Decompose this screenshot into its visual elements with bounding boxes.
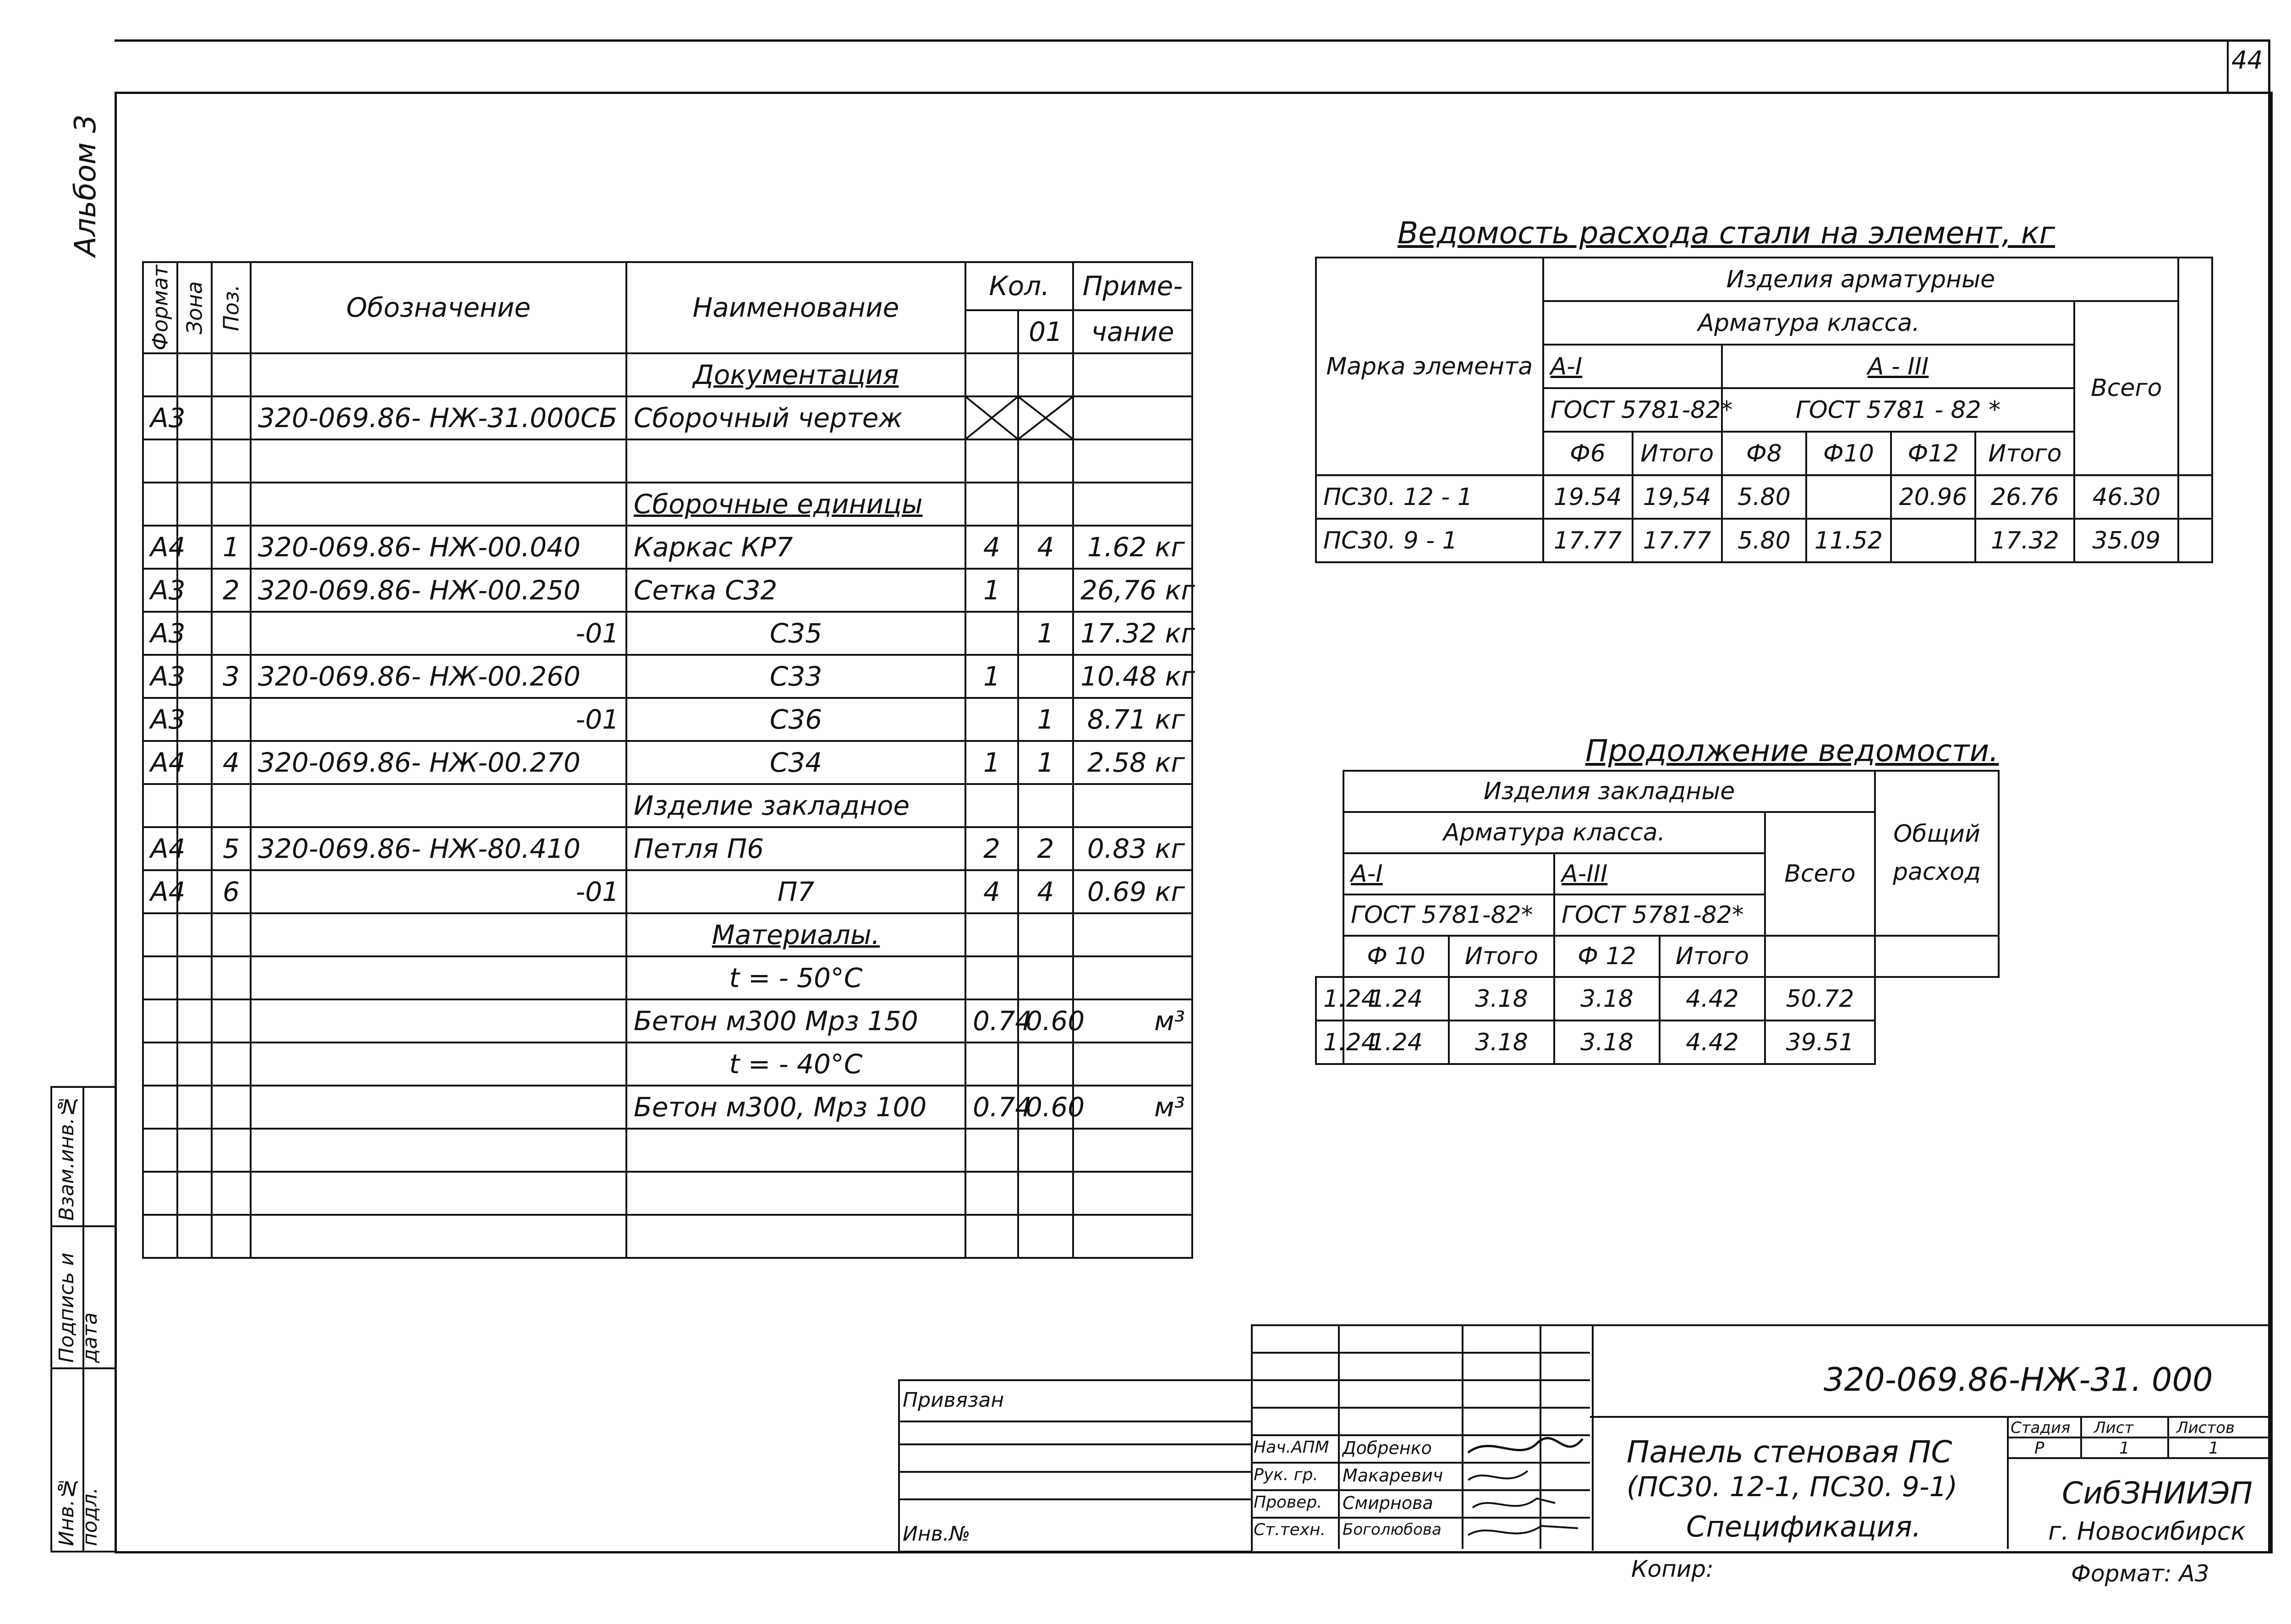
cell-qty	[1018, 439, 1073, 483]
name-2: Макаревич	[1343, 1465, 1443, 1486]
name-3: Смирнова	[1343, 1493, 1433, 1513]
cell-designation	[251, 353, 626, 396]
cell-zone	[177, 439, 212, 483]
steel-cell: 17.32	[1975, 519, 2074, 562]
steel-statement-table	[1315, 257, 2213, 563]
steel-cell: 17.77	[1633, 519, 1722, 562]
cont-col-d10: Ф 10	[1343, 936, 1449, 977]
cell-zone	[177, 1215, 212, 1258]
desc-line3: Спецификация.	[1686, 1510, 1921, 1543]
cell-designation: 320-069.86- НЖ-80.410	[251, 827, 626, 870]
steel-col-sub2: Итого	[1975, 432, 2074, 475]
cell-format: А4	[143, 870, 177, 913]
cell-note	[1073, 784, 1192, 827]
cont-col-sub2: Итого	[1660, 936, 1765, 977]
sheets-header: Листов	[2176, 1419, 2235, 1437]
cell-qty: 4	[1018, 526, 1073, 569]
cell-designation: -01	[251, 612, 626, 655]
table-row	[143, 870, 1192, 913]
cell-qty	[965, 1215, 1018, 1258]
cell-designation	[251, 439, 626, 483]
col-qty-base	[965, 310, 1018, 353]
cell-note: 17.32 кг	[1073, 612, 1192, 655]
cell-name: Бетон м300 Мрз 150	[626, 999, 965, 1042]
cell-qty-crossed	[965, 396, 1018, 439]
table-row	[143, 827, 1192, 870]
cell-pos: 3	[212, 655, 251, 698]
cell-qty	[1018, 569, 1073, 612]
cell-qty	[1018, 1172, 1073, 1215]
sheets-value: 1	[2209, 1439, 2219, 1458]
cont-cell: 3.18	[1554, 977, 1660, 1020]
cell-name: С35	[626, 612, 965, 655]
cell-qty	[965, 612, 1018, 655]
steel-col-d12: Ф12	[1891, 432, 1976, 475]
cell-pos	[212, 439, 251, 483]
cell-qty: 2	[1018, 827, 1073, 870]
cell-designation: 320-069.86- НЖ-00.040	[251, 526, 626, 569]
role-1: Нач.АПМ	[1254, 1438, 1329, 1457]
steel-h-total: Всего	[2074, 301, 2178, 475]
cont-cell: 4.42	[1660, 1020, 1765, 1064]
steel-col-sub1: Итого	[1633, 432, 1722, 475]
cell-note: 26,76 кг	[1073, 569, 1192, 612]
cell-format	[143, 353, 177, 396]
right-border	[2268, 39, 2270, 1552]
cell-name	[626, 1129, 965, 1172]
col-name: Наименование	[626, 262, 965, 353]
steel-cell-mark: ПС30. 12 - 1	[1316, 475, 1543, 519]
cell-format	[143, 956, 177, 999]
cont-cell: 4.42	[1660, 977, 1765, 1020]
cell-note: 1.62 кг	[1073, 526, 1192, 569]
cell-qty: 4	[965, 870, 1018, 913]
cell-qty	[1018, 483, 1073, 526]
steel-cell: 26.76	[1975, 475, 2074, 519]
sheet-header: Лист	[2094, 1419, 2134, 1437]
cell-zone	[177, 913, 212, 956]
cell-qty	[965, 1042, 1018, 1086]
cell-name	[626, 1172, 965, 1215]
cell-name: С34	[626, 741, 965, 784]
cell-qty	[965, 956, 1018, 999]
steel-cell: 35.09	[2074, 519, 2178, 562]
cell-name: Бетон м300, Мрз 100	[626, 1086, 965, 1129]
cell-designation: 320-069.86- НЖ-00.250	[251, 569, 626, 612]
cell-name: Изделие закладное	[626, 784, 965, 827]
table-row	[143, 1086, 1192, 1129]
col-note: Приме-	[1073, 262, 1192, 310]
cell-qty: 1	[965, 741, 1018, 784]
cell-note	[1073, 483, 1192, 526]
cell-name: С36	[626, 698, 965, 741]
cell-pos	[212, 1129, 251, 1172]
table-row	[1316, 977, 1999, 1020]
cont-cell: 1.24	[1316, 1020, 1343, 1064]
inv-label: Инв.№	[903, 1522, 970, 1546]
table-row	[143, 956, 1192, 999]
table-row	[1316, 475, 2212, 519]
cont-col-sub1: Итого	[1449, 936, 1554, 977]
steel-h-rebar: Арматура класса.	[1543, 301, 2075, 345]
role-4: Ст.техн.	[1254, 1520, 1326, 1539]
table-row	[143, 1215, 1192, 1258]
table-row	[143, 439, 1192, 483]
side-stamp	[50, 1086, 116, 1553]
cell-pos	[212, 1042, 251, 1086]
cell-qty: 0.60	[1018, 1086, 1073, 1129]
cell-qty	[965, 1129, 1018, 1172]
table-row	[1316, 519, 2212, 562]
cell-qty	[1018, 353, 1073, 396]
cell-qty	[1018, 655, 1073, 698]
cell-pos	[212, 353, 251, 396]
cell-name: Сетка С32	[626, 569, 965, 612]
steel-col-d10: Ф10	[1806, 432, 1891, 475]
steel-cell: 11.52	[1806, 519, 1891, 562]
cell-qty: 1	[1018, 612, 1073, 655]
cell-designation: 320-069.86- НЖ-00.260	[251, 655, 626, 698]
album-label: Альбом 3	[69, 114, 103, 257]
col-note-2: чание	[1073, 310, 1192, 353]
cell-format	[143, 439, 177, 483]
cell-pos	[212, 1086, 251, 1129]
cont-h-items: Изделия закладные	[1343, 771, 1875, 812]
table-row	[143, 784, 1192, 827]
cell-pos: 1	[212, 526, 251, 569]
steel-cell: 17.77	[1543, 519, 1633, 562]
stamp-inv-orig: Инв.№ подл.	[55, 1476, 102, 1546]
cell-note	[1073, 1215, 1192, 1258]
continuation-title: Продолжение ведомости.	[1585, 733, 1999, 768]
cell-format	[143, 1129, 177, 1172]
cell-qty	[1018, 784, 1073, 827]
cell-qty: 0.74	[965, 999, 1018, 1042]
desc-line2: (ПС30. 12-1, ПС30. 9-1)	[1627, 1471, 1958, 1503]
cont-h-total: Всего	[1765, 812, 1875, 936]
cell-format	[143, 1086, 177, 1129]
cell-designation	[251, 1215, 626, 1258]
cell-designation	[251, 1129, 626, 1172]
top-border	[115, 39, 2268, 42]
org-city: г. Новосибирск	[2048, 1517, 2246, 1546]
cell-pos	[212, 396, 251, 439]
cell-format	[143, 1042, 177, 1086]
table-row	[143, 1172, 1192, 1215]
stage-header: Стадия	[2011, 1419, 2071, 1437]
sheet-value: 1	[2119, 1439, 2130, 1458]
table-row	[143, 612, 1192, 655]
signature-scribbles	[1463, 1434, 1592, 1549]
cell-zone	[177, 483, 212, 526]
cell-designation: 320-069.86- НЖ-00.270	[251, 741, 626, 784]
cell-name: t = - 40°C	[626, 1042, 965, 1086]
cell-zone	[177, 1172, 212, 1215]
cont-cell: 1.24	[1343, 1020, 1449, 1064]
cell-note	[1073, 1129, 1192, 1172]
cell-zone	[177, 956, 212, 999]
cell-qty	[1018, 956, 1073, 999]
cell-zone	[177, 1129, 212, 1172]
table-row	[143, 1042, 1192, 1086]
cell-name: Материалы.	[626, 913, 965, 956]
stamp-signature-date: Подпись и дата	[55, 1252, 102, 1363]
col-designation: Обозначение	[251, 262, 626, 353]
cell-designation	[251, 1172, 626, 1215]
cell-qty: 1	[1018, 741, 1073, 784]
cell-note: 2.58 кг	[1073, 741, 1192, 784]
cell-format	[143, 483, 177, 526]
desc-line1: Панель стеновая ПС	[1627, 1434, 1952, 1470]
cell-format: А4	[143, 741, 177, 784]
cell-note	[1073, 439, 1192, 483]
table-row	[143, 913, 1192, 956]
cell-name: Документация	[626, 353, 965, 396]
steel-h-gost1: ГОСТ 5781-82*	[1543, 388, 1722, 432]
steel-cell: 19.54	[1543, 475, 1633, 519]
cell-qty	[965, 784, 1018, 827]
cell-qty	[965, 483, 1018, 526]
table-row	[143, 483, 1192, 526]
cell-name: Сборочные единицы	[626, 483, 965, 526]
cell-qty	[965, 913, 1018, 956]
cell-pos	[212, 956, 251, 999]
cell-designation	[251, 999, 626, 1042]
cell-designation: -01	[251, 870, 626, 913]
cont-cell: 3.18	[1449, 977, 1554, 1020]
cell-qty: 2	[965, 827, 1018, 870]
cont-h-gost2: ГОСТ 5781-82*	[1554, 894, 1765, 936]
cell-name	[626, 1215, 965, 1258]
col-qty-01: 01	[1018, 310, 1073, 353]
cell-pos	[212, 784, 251, 827]
cell-format: А4	[143, 827, 177, 870]
cell-qty: 1	[965, 569, 1018, 612]
cell-format	[143, 913, 177, 956]
table-row	[143, 698, 1192, 741]
steel-cell	[1891, 519, 1976, 562]
steel-col-d8: Ф8	[1722, 432, 1807, 475]
cont-cell: 39.51	[1765, 1020, 1875, 1064]
cell-designation	[251, 483, 626, 526]
cont-cell: 1.24	[1343, 977, 1449, 1020]
cell-qty: 0.74	[965, 1086, 1018, 1129]
bound-label: Привязан	[903, 1388, 1004, 1412]
cell-pos: 6	[212, 870, 251, 913]
steel-col-d6: Ф6	[1543, 432, 1633, 475]
cell-name	[626, 439, 965, 483]
cont-h-a1: А-I	[1343, 853, 1554, 894]
cell-note: 10.48 кг	[1073, 655, 1192, 698]
doc-code: 320-069.86-НЖ-31. 000	[1824, 1361, 2213, 1399]
col-qty: Кол.	[965, 262, 1073, 310]
cell-pos	[212, 483, 251, 526]
col-zone: Зона	[177, 262, 212, 353]
cell-qty	[965, 439, 1018, 483]
cell-qty-crossed	[1018, 396, 1073, 439]
cont-cell: 50.72	[1765, 977, 1875, 1020]
cell-note: м³	[1073, 1086, 1192, 1129]
cont-h-overall2: расход	[1893, 858, 1981, 886]
steel-h-a3: А - III	[1722, 345, 2075, 388]
cell-format	[143, 1172, 177, 1215]
cell-name: Каркас КР7	[626, 526, 965, 569]
cont-col-d12: Ф 12	[1554, 936, 1660, 977]
cell-format: А3	[143, 569, 177, 612]
cell-pos: 2	[212, 569, 251, 612]
cell-designation	[251, 956, 626, 999]
cell-format	[143, 999, 177, 1042]
cont-h-overall: Общий	[1893, 820, 1980, 848]
steel-h-mark: Марка элемента	[1316, 258, 1543, 475]
cell-note	[1073, 913, 1192, 956]
table-row	[1316, 1020, 1999, 1064]
steel-h-a1: А-I	[1543, 345, 1722, 388]
cell-designation	[251, 1042, 626, 1086]
table-row	[143, 999, 1192, 1042]
cell-name: С33	[626, 655, 965, 698]
cell-name: Сборочный чертеж	[626, 396, 965, 439]
copy-label: Копир:	[1631, 1556, 1714, 1582]
stamp-replace-inv: Взам.инв.№	[55, 1094, 78, 1221]
cell-zone	[177, 999, 212, 1042]
cell-qty: 4	[965, 526, 1018, 569]
cell-zone	[177, 1086, 212, 1129]
steel-cell: 5.80	[1722, 519, 1807, 562]
cell-qty: 1	[965, 655, 1018, 698]
cell-note	[1073, 353, 1192, 396]
cont-cell: 3.18	[1449, 1020, 1554, 1064]
cell-qty	[965, 698, 1018, 741]
role-3: Провер.	[1254, 1493, 1322, 1512]
cell-designation: 320-069.86- НЖ-31.000СБ	[251, 396, 626, 439]
col-format: Формат	[143, 262, 177, 353]
steel-cell	[1806, 475, 1891, 519]
cell-format: А3	[143, 698, 177, 741]
cell-note	[1073, 396, 1192, 439]
cell-note: 8.71 кг	[1073, 698, 1192, 741]
cell-name: Петля П6	[626, 827, 965, 870]
cont-h-gost1: ГОСТ 5781-82*	[1343, 894, 1554, 936]
cell-qty: 0.60	[1018, 999, 1073, 1042]
cell-name: П7	[626, 870, 965, 913]
cell-qty: 4	[1018, 870, 1073, 913]
sheet-number: 44	[2231, 46, 2263, 75]
steel-cell: 46.30	[2074, 475, 2178, 519]
name-4: Боголюбова	[1343, 1520, 1441, 1539]
cell-pos	[212, 913, 251, 956]
cell-pos	[212, 999, 251, 1042]
cell-format: А3	[143, 655, 177, 698]
org-name: СибЗНИИЭП	[2062, 1476, 2253, 1511]
cell-designation	[251, 1086, 626, 1129]
cell-qty	[965, 1172, 1018, 1215]
stage-value: Р	[2034, 1439, 2044, 1458]
cell-note	[1073, 1172, 1192, 1215]
cont-h-rebar: Арматура класса.	[1343, 812, 1765, 853]
cell-zone	[177, 784, 212, 827]
cell-pos	[212, 1215, 251, 1258]
cont-cell: 1.24	[1316, 977, 1343, 1020]
cell-note: м³	[1073, 999, 1192, 1042]
cell-designation: -01	[251, 698, 626, 741]
cont-h-a3: А-III	[1554, 853, 1765, 894]
cell-format	[143, 1215, 177, 1258]
role-2: Рук. гр.	[1254, 1465, 1318, 1484]
format-label: Формат: А3	[2071, 1560, 2209, 1587]
cell-pos: 5	[212, 827, 251, 870]
steel-h-items: Изделия арматурные	[1543, 258, 2179, 301]
cell-pos	[212, 698, 251, 741]
cont-cell: 3.18	[1554, 1020, 1660, 1064]
cell-zone	[177, 1042, 212, 1086]
cell-format	[143, 784, 177, 827]
table-row	[143, 396, 1192, 439]
steel-cell: 5.80	[1722, 475, 1807, 519]
steel-h-gost2: ГОСТ 5781 - 82 *	[1722, 388, 2075, 432]
cell-note: 0.69 кг	[1073, 870, 1192, 913]
col-pos: Поз.	[212, 262, 251, 353]
table-row	[143, 741, 1192, 784]
table-row	[143, 353, 1192, 396]
cell-pos: 4	[212, 741, 251, 784]
continuation-table	[1315, 770, 2000, 1065]
steel-cell-mark: ПС30. 9 - 1	[1316, 519, 1543, 562]
cell-name: t = - 50°C	[626, 956, 965, 999]
cell-qty	[1018, 1129, 1073, 1172]
cell-note	[1073, 1042, 1192, 1086]
cell-designation	[251, 913, 626, 956]
cell-qty: 1	[1018, 698, 1073, 741]
cell-zone	[177, 353, 212, 396]
table-row	[143, 569, 1192, 612]
name-1: Добренко	[1343, 1438, 1432, 1458]
cell-note: 0.83 кг	[1073, 827, 1192, 870]
table-row	[143, 655, 1192, 698]
cell-qty	[1018, 913, 1073, 956]
specification-table	[142, 261, 1193, 1259]
cell-pos	[212, 1172, 251, 1215]
cell-qty	[965, 353, 1018, 396]
cell-qty	[1018, 1215, 1073, 1258]
table-row	[143, 526, 1192, 569]
steel-statement-title: Ведомость расхода стали на элемент, кг	[1398, 215, 2055, 251]
steel-cell: 20.96	[1891, 475, 1976, 519]
title-block	[898, 1324, 2268, 1549]
table-row	[143, 1129, 1192, 1172]
cell-designation	[251, 784, 626, 827]
cell-qty	[1018, 1042, 1073, 1086]
cell-format: А4	[143, 526, 177, 569]
cell-format: А3	[143, 612, 177, 655]
cell-format: А3	[143, 396, 177, 439]
cell-note	[1073, 956, 1192, 999]
steel-cell: 19,54	[1633, 475, 1722, 519]
cell-pos	[212, 612, 251, 655]
